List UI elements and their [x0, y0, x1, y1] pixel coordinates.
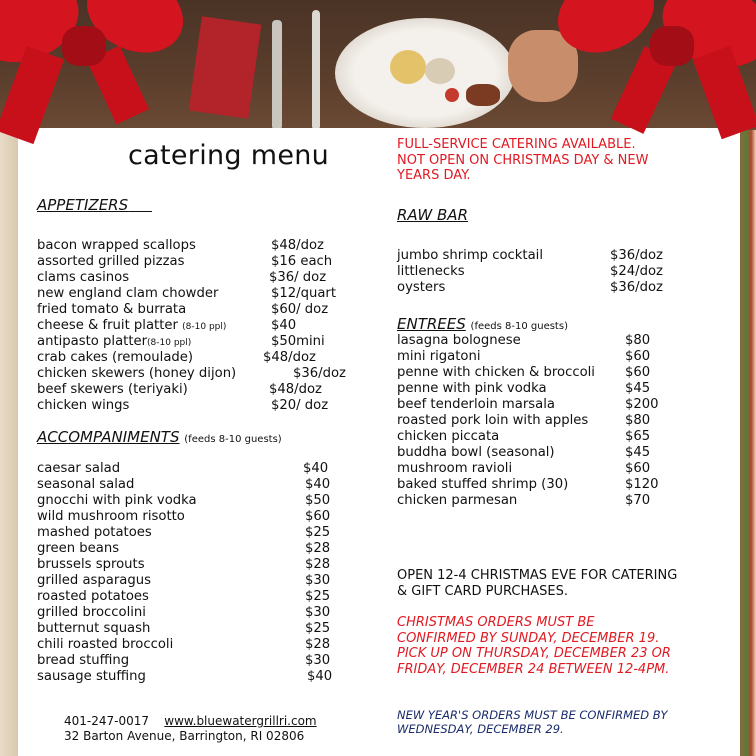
- menu-item: caesar salad $40: [37, 461, 329, 476]
- contact-footer: [64, 714, 317, 743]
- menu-item: buddha bowl (seasonal) $45: [397, 445, 651, 460]
- entrees-list: [397, 333, 697, 509]
- christmas-eve-hours-notice: OPEN 12-4 CHRISTMAS EVE FOR CATERING & GIFT CARD PURCHASES.: [397, 568, 678, 599]
- menu-item: green beans $28: [37, 541, 331, 556]
- accompaniments-list: [37, 461, 367, 685]
- left-photo-edge: [0, 130, 18, 756]
- menu-item: grilled broccolini $30: [37, 605, 331, 620]
- menu-item: chicken parmesan $70: [397, 493, 651, 508]
- address: 32 Barton Avenue, Barrington, RI 02806: [64, 729, 305, 743]
- food-decoration: [445, 88, 459, 102]
- menu-item: bacon wrapped scallops $48/doz: [37, 238, 324, 253]
- menu-item: chicken piccata $65: [397, 429, 651, 444]
- right-photo-edge: [740, 130, 756, 756]
- raw-bar-list: [397, 248, 697, 296]
- menu-item: gnocchi with pink vodka $50: [37, 493, 331, 508]
- entrees-heading: ENTREES (feeds 8-10 guests): [397, 315, 568, 333]
- appetizers-heading: APPETIZERS: [37, 196, 129, 214]
- menu-item: wild mushroom risotto $60: [37, 509, 331, 524]
- appetizers-list: [37, 238, 367, 414]
- menu-item: chicken skewers (honey dijon) $36/doz: [37, 366, 346, 381]
- food-decoration: [466, 84, 500, 106]
- menu-item: littlenecks $24/doz: [397, 264, 663, 279]
- menu-item: lasagna bolognese $80: [397, 333, 651, 348]
- menu-item: oysters $36/doz: [397, 280, 663, 295]
- menu-item: chili roasted broccoli $28: [37, 637, 331, 652]
- knife-decoration: [312, 10, 320, 130]
- menu-item: mashed potatoes $25: [37, 525, 331, 540]
- website-link[interactable]: www.bluewatergrillri.com: [164, 714, 317, 728]
- christmas-orders-notice: CHRISTMAS ORDERS MUST BE CONFIRMED BY SUNDAY, DECEMBER 19. PICK UP ON THURSDAY, DECEMBER 23 OR FRIDAY, DECEMBER 24 BETWEEN 12-4PM.: [397, 615, 671, 677]
- food-decoration: [390, 50, 426, 84]
- menu-item: baked stuffed shrimp (30) $120: [397, 477, 659, 492]
- phone-number: 401-247-0017: [64, 714, 150, 728]
- new-years-orders-notice: NEW YEAR'S ORDERS MUST BE CONFIRMED BY WEDNESDAY, DECEMBER 29.: [397, 708, 668, 736]
- catering-availability-notice: FULL-SERVICE CATERING AVAILABLE. NOT OPEN ON CHRISTMAS DAY & NEW YEARS DAY.: [397, 137, 649, 183]
- raw-bar-heading: RAW BAR: [397, 206, 468, 224]
- menu-item: seasonal salad $40: [37, 477, 331, 492]
- red-ribbon-bow-left: [0, 0, 190, 140]
- menu-item: clams casinos $36/ doz: [37, 270, 327, 285]
- menu-item: penne with chicken & broccoli $60: [397, 365, 651, 380]
- menu-item: crab cakes (remoulade) $48/doz: [37, 350, 316, 365]
- red-ribbon-bow-right: [566, 0, 756, 140]
- menu-item: butternut squash $25: [37, 621, 331, 636]
- menu-item: mini rigatoni $60: [397, 349, 651, 364]
- fork-decoration: [272, 20, 282, 130]
- menu-item: bread stuffing $30: [37, 653, 331, 668]
- menu-item: antipasto platter(8-10 ppl) $50mini: [37, 334, 325, 349]
- menu-item: roasted potatoes $25: [37, 589, 331, 604]
- menu-item: brussels sprouts $28: [37, 557, 331, 572]
- menu-item: fried tomato & burrata $60/ doz: [37, 302, 329, 317]
- menu-item: mushroom ravioli $60: [397, 461, 651, 476]
- accompaniments-heading: ACCOMPANIMENTS (feeds 8-10 guests): [37, 428, 282, 446]
- menu-item: jumbo shrimp cocktail $36/doz: [397, 248, 663, 263]
- menu-item: roasted pork loin with apples $80: [397, 413, 651, 428]
- menu-item: beef tenderloin marsala $200: [397, 397, 659, 412]
- menu-item: penne with pink vodka $45: [397, 381, 651, 396]
- menu-item: grilled asparagus $30: [37, 573, 331, 588]
- food-decoration: [425, 58, 455, 84]
- page-title: catering menu: [128, 140, 330, 171]
- menu-item: new england clam chowder $12/quart: [37, 286, 337, 301]
- menu-item: assorted grilled pizzas $16 each: [37, 254, 333, 269]
- menu-item: beef skewers (teriyaki) $48/doz: [37, 382, 322, 397]
- menu-item: chicken wings $20/ doz: [37, 398, 329, 413]
- menu-item: cheese & fruit platter (8-10 ppl) $40: [37, 318, 297, 333]
- menu-item: sausage stuffing $40: [37, 669, 333, 684]
